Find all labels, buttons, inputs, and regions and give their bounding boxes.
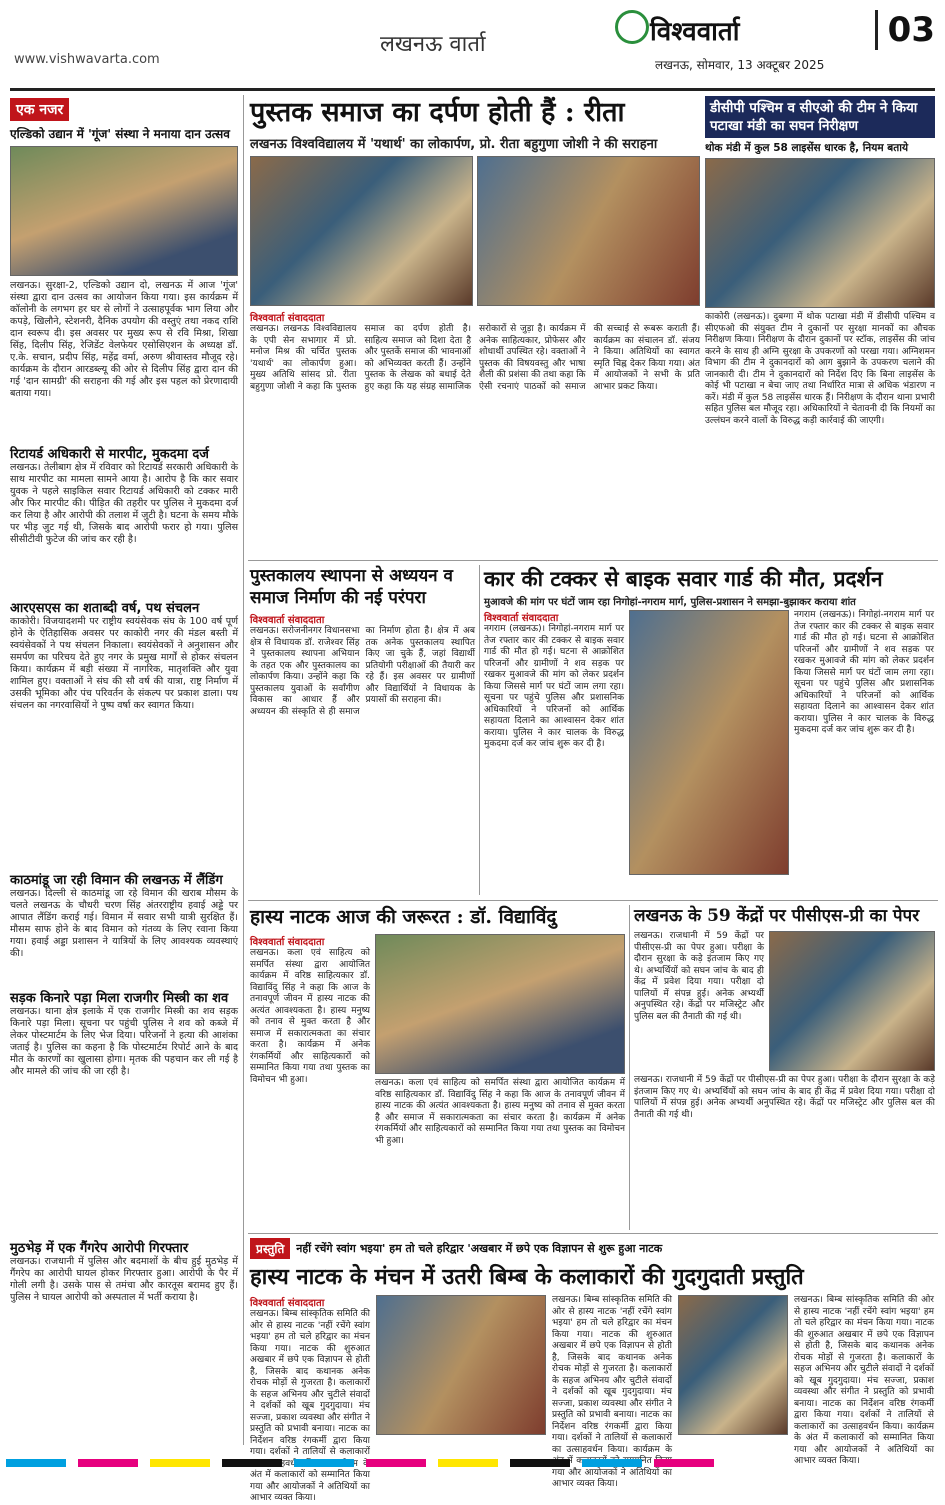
masthead bbox=[0, 0, 945, 88]
section-title: लखनऊ वार्ता bbox=[380, 32, 486, 57]
play-photo bbox=[376, 1295, 546, 1435]
pcs-story bbox=[634, 905, 935, 1230]
library-story bbox=[250, 565, 475, 895]
story-text: लखनऊ। तेलीबाग क्षेत्र में रविवार को रिटायर्ड सरकारी अधिकारी के साथ मारपीट का मामला सामने आया है। आरोप है कि कार सवार युवक ने पहले साइकिल सवार रिटायर्ड अधिकारी को टक्कर मारी और फिर मारपीट की। पीड़ित की तहरीर पर पुलिस ने मुकदमा दर्ज कर लिया है और आरोपी की तलाश में जुटी है। घटना के समय मौके पर भीड़ जुट गई थी, जिसके बाद आरोपी फरार हो गया। पुलिस सीसीटीवी फुटेज की जांच कर रही है। bbox=[10, 462, 238, 545]
bottom-story bbox=[250, 1238, 935, 1503]
column-divider bbox=[629, 905, 630, 1230]
brand-logo-icon bbox=[615, 10, 649, 44]
website-link[interactable]: www.vishwavarta.com bbox=[14, 52, 160, 67]
dateline: लखनऊ, सोमवार, 13 अक्टूबर 2025 bbox=[655, 58, 825, 72]
main-photo bbox=[477, 156, 700, 306]
story-headline: हास्य नाटक आज की जरूरत : डॉ. विद्याविंदु bbox=[250, 906, 557, 928]
news-photo bbox=[10, 146, 238, 276]
row-divider bbox=[248, 560, 938, 561]
protest-photo bbox=[629, 610, 789, 875]
story-text: लखनऊ। राजधानी में 59 केंद्रों पर पीसीएस-प्री का पेपर हुआ। परीक्षा के दौरान सुरक्षा के कड़े इंतजाम किए गए थे। अभ्यर्थियों को सघन जांच के बाद ही केंद्र में प्रवेश दिया गया। परीक्षा दो पालियों में संपन्न हुई। अनेक अभ्यर्थी अनुपस्थित रहे। केंद्रों पर मजिस्ट्रेट और पुलिस बल की तैनाती की गई थी। bbox=[634, 1075, 935, 1120]
story-text: लखनऊ। बिम्ब सांस्कृतिक समिति की ओर से हास्य नाटक 'नहीं रचेंगे स्वांग भइया' हम तो चले हरिद्वार का मंचन किया गया। नाटक की शुरुआत अखबार में छपे एक विज्ञापन से होती है, जिसके बाद कथानक अनेक रोचक मोड़ों से गुजरता है। कलाकारों के सहज अभिनय और चुटीले संवादों ने दर्शकों को खूब गुदगुदाया। मंच सज्जा, प्रकाश व्यवस्था और संगीत ने प्रस्तुति को प्रभावी बनाया। नाटक का निर्देशन वरिष्ठ रंगकर्मी द्वारा किया गया। दर्शकों ने तालियों से कलाकारों का उत्साहवर्धन किया। कार्यक्रम के में गया और आयोजकों ने अतिथियों का आभार व्यक्त किया। bbox=[552, 1295, 672, 1489]
column-divider bbox=[479, 565, 480, 895]
story-text: नगराम (लखनऊ)। निगोहां-नगराम मार्ग पर तेज रफ्तार कार की टक्कर से बाइक सवार गार्ड की मौत हो गई। घटना से आक्रोशित परिजनों और ग्रामीणों ने शव सड़क पर रखकर मुआवजे की मांग को लेकर प्रदर्शन किया जिससे मार्ग पर घंटों जाम लगा रहा। सूचना पर पहुंचे पुलिस और प्रशासनिक अधिकारियों ने परिजनों को आर्थिक सहायता दिलाने का आश्वासन देकर शांत कराया। पुलिस ने कार चालक के विरुद्ध मुकदमा दर्ज कर जांच शुरू कर दी है। bbox=[794, 610, 934, 735]
story-text: लखनऊ। कला एवं साहित्य को समर्पित संस्था द्वारा आयोजित कार्यक्रम में वरिष्ठ साहित्यकार डॉ. विद्याविंदु सिंह ने कहा कि आज के तनावपूर्ण जीवन में हास्य नाटक की अत्यंत आवश्यकता है। हास्य मनुष्य को तनाव से मुक्त करता है और समाज में सकारात्मकता का संचार करता है। कार्यक्रम में अनेक रंगकर्मियों और साहित्यकारों को सम्मानित किया गया तथा पुस्तक का विमोचन भी हुआ। bbox=[375, 1078, 625, 1146]
story-headline: काठमांडू जा रही विमान की लखनऊ में लैंडिंग bbox=[10, 873, 223, 888]
story-headline: कार की टक्कर से बाइक सवार गार्ड की मौत, प्रदर्शन bbox=[484, 566, 883, 591]
byline: विश्ववार्ता संवाददाता bbox=[250, 313, 325, 324]
column-divider bbox=[243, 95, 244, 1445]
section-tag: प्रस्तुति bbox=[250, 1238, 290, 1259]
play-photo bbox=[678, 1295, 788, 1435]
print-color-strip bbox=[0, 1452, 945, 1474]
main-subhead: लखनऊ विश्वविद्यालय में 'यथार्थ' का लोकार्पण, प्रो. रीता बहुगुणा जोशी ने की सराहना bbox=[250, 137, 658, 152]
story-headline: एल्डिको उद्यान में 'गूंज' संस्था ने मनाया दान उत्सव bbox=[10, 127, 230, 141]
left-bottom-story bbox=[10, 1238, 238, 1443]
story-headline: लखनऊ के 59 केंद्रों पर पीसीएस-प्री का पेपर bbox=[634, 906, 920, 926]
comedy-play-story bbox=[250, 905, 625, 1230]
right-text: काकोरी (लखनऊ)। दुबग्गा में थोक पटाखा मंडी में डीसीपी पश्चिम व सीएफओ की संयुक्त टीम ने दुकानों पर सुरक्षा मानकों का औचक निरीक्षण किया। निरीक्षण के दौरान दुकानों पर स्टॉक, लाइसेंस की जांच करने के साथ ही अग्नि सुरक्षा के उपकरणों को परखा गया। अग्निशमन विभाग की टीम ने दुकानदारों को आग बुझाने के उपकरण चलाने की जानकारी दी। टीम ने दुकानदारों को निर्देश दिए कि बिना लाइसेंस के कोई भी पटाखा न बेचा जाए तथा निर्धारित मात्रा से अधिक भंडारण न करें। मंडी में कुल 58 लाइसेंस धारक हैं। निरीक्षण के दौरान थाना प्रभारी सहित पुलिस बल मौजूद रहा। अधिकारियों ने चेतावनी दी कि नियमों का उल्लंघन करने वालों के विरुद्ध कड़ी कार्रवाई की जाएगी। bbox=[705, 312, 935, 426]
byline: विश्ववार्ता संवाददाता bbox=[250, 615, 325, 626]
story-headline: हास्य नाटक के मंचन में उतरी बिम्ब के कलाकारों की गुदगुदाती प्रस्तुति bbox=[250, 1264, 804, 1290]
story-text: लखनऊ। कला एवं साहित्य को समर्पित संस्था द्वारा आयोजित कार्यक्रम में वरिष्ठ साहित्यकार डॉ. विद्याविंदु सिंह ने कहा कि आज के तनावपूर्ण जीवन में हास्य नाटक की अत्यंत आवश्यकता है। हास्य मनुष्य को तनाव से मुक्त करता है और समाज में सकारात्मकता का संचार करता है। कार्यक्रम में अनेक रंगकर्मियों और साहित्यकारों को सम्मानित किया गया तथा पुस्तक का विमोचन भी हुआ। bbox=[250, 948, 370, 1085]
byline: विश्ववार्ता संवाददाता bbox=[250, 1298, 325, 1309]
main-photo bbox=[250, 156, 473, 306]
brand-name: विश्ववार्ता bbox=[650, 17, 740, 47]
main-headline: पुस्तक समाज का दर्पण होती हैं : रीता bbox=[250, 97, 625, 128]
story-kicker: नहीं रचेंगे स्वांग भइया' हम तो चले हरिद्वार 'अखबार में छपे एक विज्ञापन से शुरू हुआ नाटक bbox=[296, 1242, 663, 1255]
exam-centre-photo bbox=[769, 931, 935, 1071]
story-text: नगराम (लखनऊ)। निगोहां-नगराम मार्ग पर तेज रफ्तार कार की टक्कर से बाइक सवार गार्ड की मौत हो गई। घटना से आक्रोशित परिजनों और ग्रामीणों ने शव सड़क पर रखकर मुआवजे की मांग को लेकर प्रदर्शन किया जिससे मार्ग पर घंटों जाम लगा रहा। सूचना पर पहुंचे पुलिस और प्रशासनिक अधिकारियों ने परिजनों को आर्थिक सहायता दिलाने का आश्वासन देकर शांत कराया। पुलिस ने कार चालक के विरुद्ध मुकदमा दर्ज कर जांच शुरू कर दी है। bbox=[484, 624, 624, 749]
story-text: लखनऊ। सुरक्षा-2, एल्डिको उद्यान दो, लखनऊ में आज 'गूंज' संस्था द्वारा दान उत्सव का आयोजन किया गया। इस कार्यक्रम में कॉलोनी के लगभग हर घर से लोगों ने उत्साहपूर्वक भाग लिया और कपड़े, खिलौने, स्टेशनरी, दैनिक उपयोग की वस्तुएं तथा नकद राशि दान स्वरूप दी। इस अवसर पर मुख्य रूप से रवि मिश्रा, शिखा सिंह, दिलीप सिंह, रेजिडेंट वेलफेयर एसोसिएशन के अध्यक्ष डॉ. ए.के. सचान, प्रदीप सिंह, महेंद्र वर्मा, अरुण श्रीवास्तव मौजूद रहे। कार्यक्रम के दौरान आरडब्ल्यू की ओर से दिलीप सिंह द्वारा दान की गई 'दान सामग्री' की सराहना की गई और इस पहल को प्रेरणादायी बताया गया। bbox=[10, 280, 238, 399]
story-text: लखनऊ। राजधानी में पुलिस और बदमाशों के बीच हुई मुठभेड़ में गैंगरेप का आरोपी घायल होकर गिरफ्तार हुआ। आरोपी के पैर में गोली लगी है। उसके पास से तमंचा और कारतूस बरामद हुए हैं। पुलिस ने घायल आरोपी को अस्पताल में भर्ती कराया है। bbox=[10, 1256, 238, 1303]
story-headline: रिटायर्ड अधिकारी से मारपीट, मुकदमा दर्ज bbox=[10, 447, 209, 462]
story-text: लखनऊ। थाना क्षेत्र इलाके में एक राजगीर मिस्त्री का शव सड़क किनारे पड़ा मिला। सूचना पर पहुंची पुलिस ने शव को कब्जे में लेकर पोस्टमार्टम के लिए भेज दिया। परिजनों ने हत्या की आशंका जताई है। पुलिस का कहना है कि पोस्टमार्टम रिपोर्ट आने के बाद मौत के कारणों का खुलासा होगा। मृतक की पहचान कर ली गई है और मामले की जांच की जा रही है। bbox=[10, 1006, 238, 1077]
story-subhead: मुआवजे की मांग पर घंटों जाम रहा निगोहां-नगराम मार्ग, पुलिस-प्रशासन ने समझा-बुझाकर कराया शांत bbox=[484, 597, 856, 608]
main-story bbox=[250, 96, 700, 556]
story-text: लखनऊ। बिम्ब सांस्कृतिक समिति की ओर से हास्य नाटक 'नहीं रचेंगे स्वांग भइया' हम तो चले हरिद्वार का मंचन किया गया। नाटक की शुरुआत अखबार में छपे एक विज्ञापन से होती है, जिसके बाद कथानक अनेक रोचक मोड़ों से गुजरता है। कलाकारों के सहज अभिनय और चुटीले संवादों ने दर्शकों को खूब गुदगुदाया। मंच सज्जा, प्रकाश व्यवस्था और संगीत ने प्रस्तुति को प्रभावी बनाया। नाटक का निर्देशन वरिष्ठ रंगकर्मी द्वारा किया गया। दर्शकों ने तालियों से कलाकारों का उत्साहवर्धन किया। कार्यक्रम के अंत में कलाकारों को सम्मानित किया गया और आयोजकों ने अतिथियों का आभार व्यक्त किया। bbox=[794, 1295, 934, 1466]
accident-story bbox=[484, 565, 935, 895]
story-text: काकोरी। विजयादशमी पर राष्ट्रीय स्वयंसेवक संघ के 100 वर्ष पूर्ण होने के ऐतिहासिक अवसर पर काकोरी नगर की मंडल बस्ती में स्वयंसेवकों ने पथ संचलन निकाला। स्वयंसेवकों ने अनुशासन और समर्पण का परिचय देते हुए नगर के प्रमुख मार्गों से होकर संचलन किया। कार्यक्रम में बड़ी संख्या में नागरिक, मातृशक्ति और युवा शामिल हुए। वक्ताओं ने संघ की सौ वर्ष की यात्रा, राष्ट्र निर्माण में उसकी भूमिका और पंच परिवर्तन के संकल्प पर प्रकाश डाला। पथ संचलन का नगरवासियों ने पुष्प वर्षा कर स्वागत किया। bbox=[10, 616, 238, 711]
byline: विश्ववार्ता संवाददाता bbox=[250, 937, 325, 948]
story-text: लखनऊ। सरोजनीनगर विधानसभा क्षेत्र से विधायक डॉ. राजेश्वर सिंह ने पुस्तकालय स्थापना अभियान के तहत एक और पुस्तकालय का लोकार्पण किया। उन्होंने कहा कि पुस्तकालय युवाओं के सर्वांगीण विकास का आधार हैं और अध्ययन की संस्कृति से ही समाज का निर्माण होता है। क्षेत्र में अब तक अनेक पुस्तकालय स्थापित किए जा चुके हैं, जहां विद्यार्थी प्रतियोगी परीक्षाओं की तैयारी कर रहे हैं। इस अवसर पर ग्रामीणों और विद्यार्थियों ने विधायक के प्रयासों की सराहना की। bbox=[250, 626, 475, 717]
story-headline: मुठभेड़ में एक गैंगरेप आरोपी गिरफ्तार bbox=[10, 1241, 189, 1256]
story-headline: सड़क किनारे पड़ा मिला राजगीर मिस्त्री का शव bbox=[10, 991, 229, 1006]
story-text: लखनऊ। राजधानी में 59 केंद्रों पर पीसीएस-प्री का पेपर हुआ। परीक्षा के दौरान सुरक्षा के कड़े इंतजाम किए गए थे। अभ्यर्थियों को सघन जांच के बाद ही केंद्र में प्रवेश दिया गया। परीक्षा दो पालियों में संपन्न हुई। अनेक अभ्यर्थी अनुपस्थित रहे। केंद्रों पर मजिस्ट्रेट और पुलिस बल की तैनाती की गई थी। bbox=[634, 931, 764, 1022]
byline: विश्ववार्ता संवाददाता bbox=[484, 613, 559, 624]
left-column bbox=[10, 98, 238, 1228]
main-text: लखनऊ। लखनऊ विश्वविद्यालय के एपी सेन सभागार में प्रो. मनोज मिश्र की चर्चित पुस्तक 'यथार्थ' का लोकार्पण हुआ। मुख्य अतिथि सांसद प्रो. रीता बहुगुणा जोशी ने कहा कि पुस्तक समाज का दर्पण होती है। साहित्य समाज को दिशा देता है और पुस्तकें समाज की भावनाओं को अभिव्यक्त करती हैं। उन्होंने पुस्तक के लेखक को बधाई देते हुए कहा कि यह संग्रह सामाजिक सरोकारों से जुड़ा है। कार्यक्रम में अनेक साहित्यकार, प्रोफेसर और शोधार्थी उपस्थित रहे। वक्ताओं ने पुस्तक की विषयवस्तु और भाषा शैली की प्रशंसा की तथा कहा कि ऐसी रचनाएं पाठकों को समाज की सच्चाई से रूबरू कराती हैं। कार्यक्रम का संचालन डॉ. संजय ने किया। अतिथियों का स्वागत स्मृति चिह्न देकर किया गया। अंत में आयोजकों ने सभी के प्रति आभार प्रकट किया। bbox=[250, 324, 700, 392]
section-tag: एक नजर bbox=[10, 98, 69, 121]
right-photo bbox=[705, 158, 935, 308]
right-story bbox=[705, 96, 935, 556]
row-divider bbox=[248, 900, 938, 901]
row-divider bbox=[248, 1233, 938, 1234]
header-rule bbox=[10, 88, 935, 91]
story-headline: आरएसएस का शताब्दी वर्ष, पथ संचलन bbox=[10, 601, 200, 616]
page-number: 03 bbox=[875, 10, 935, 50]
story-text: लखनऊ। बिम्ब सांस्कृतिक समिति की ओर से हास्य नाटक 'नहीं रचेंगे स्वांग भइया' हम तो चले हरिद्वार का मंचन किया गया। नाटक की शुरुआत अखबार में छपे एक विज्ञापन से होती है, जिसके बाद कथानक अनेक रोचक मोड़ों से गुजरता है। कलाकारों के सहज अभिनय और चुटीले संवादों ने दर्शकों को खूब गुदगुदाया। मंच सज्जा, प्रकाश व्यवस्था और संगीत ने प्रस्तुति को प्रभावी बनाया। नाटक का निर्देशन वरिष्ठ रंगकर्मी द्वारा किया गया। दर्शकों ने तालियों से कलाकारों उत्साहवर्धन अंत में कलाकारों को सम्मानित किया गया और आयोजकों ने अतिथियों का आभार व्यक्त किया। bbox=[250, 1309, 370, 1503]
right-headline: डीसीपी पश्चिम व सीएओ की टीम ने किया पटाखा मंडी का सघन निरीक्षण bbox=[705, 96, 935, 138]
story-text: लखनऊ। दिल्ली से काठमांडू जा रहे विमान की खराब मौसम के चलते लखनऊ के चौधरी चरण सिंह अंतरराष्ट्रीय हवाई अड्डे पर आपात लैंडिंग कराई गई। विमान में सवार सभी यात्री सुरक्षित हैं। मौसम साफ होने के बाद विमान को गंतव्य के लिए रवाना किया गया। हवाई अड्डा प्रशासन ने यात्रियों के लिए आवश्यक व्यवस्थाएं की। bbox=[10, 888, 238, 959]
story-headline: पुस्तकालय स्थापना से अध्ययन व समाज निर्माण की नई परंपरा bbox=[250, 566, 453, 608]
right-subhead: थोक मंडी में कुल 58 लाइसेंस धारक है, नियम बताये bbox=[705, 142, 909, 154]
event-photo bbox=[375, 934, 625, 1074]
